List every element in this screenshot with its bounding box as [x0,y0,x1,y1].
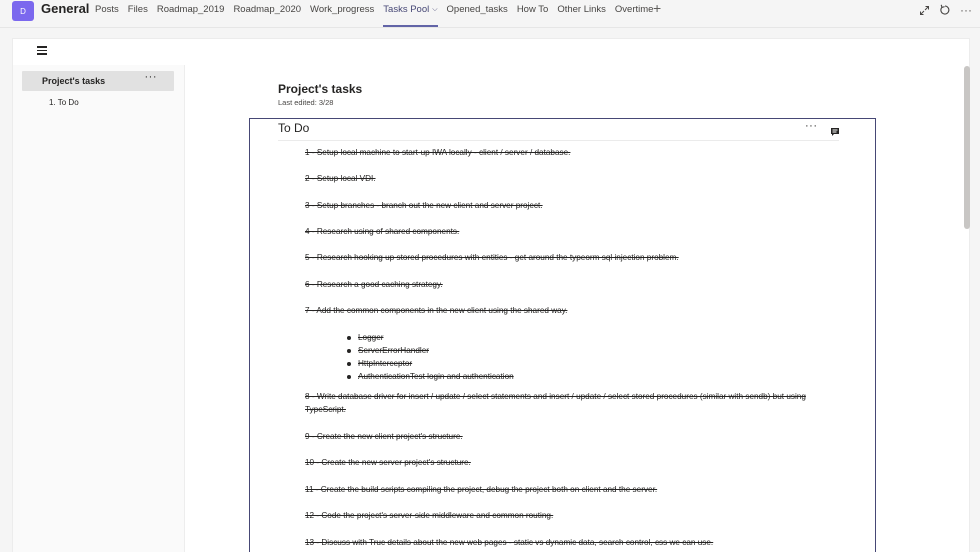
list-item: 8 - Write database driver for insert / update / select statements and insert / update / select stored procedures (similar with sendb) but using TypeScript. [305,392,806,414]
chevron-down-icon[interactable]: ⌵ [432,6,438,13]
tab-how-to[interactable]: How To [516,4,549,15]
list-item: 6 - Research a good caching strategy. [305,280,443,289]
tab-posts[interactable]: Posts [95,4,119,15]
team-avatar[interactable]: D [12,1,34,21]
sidebar [13,65,185,552]
tab-list [95,4,662,26]
tab-files[interactable]: Files [127,4,148,15]
page-title: Project's tasks [278,82,363,96]
tab-other-links[interactable]: Other Links [557,4,606,15]
sidebar-section-projects-tasks[interactable] [22,71,174,91]
tab-overtime[interactable]: Overtime [614,4,654,15]
tab-tasks-pool-label: Tasks Pool [383,4,430,15]
list-item: 4 - Research using of shared components. [305,227,460,236]
list-item: 2 - Setup local VDI. [305,174,376,183]
tab-tasks-pool[interactable] [383,4,437,26]
list-item: 5 - Research hooking up stored procedures with entities - get around the typeorm sql injection problem. [305,253,679,262]
plus-icon[interactable]: + [653,0,662,16]
hamburger-icon[interactable] [37,46,47,56]
tab-opened-tasks[interactable]: Opened_tasks [446,4,508,15]
list-item: 1 - Setup local machine to start-up IWA locally - client / server / database. [305,148,571,157]
expand-icon[interactable] [919,3,930,21]
list-item: 12 - Code the project's server-side middleware and common routing. [305,511,554,520]
more-icon[interactable]: ··· [960,3,972,17]
list-item: 10 - Create the new server project's structure. [305,458,471,467]
card-title: To Do [278,121,310,135]
tab-roadmap-2020[interactable]: Roadmap_2020 [233,4,302,15]
more-icon[interactable]: ··· [805,120,818,132]
list-item: 7 - Add the common components in the new client using the shared way. [305,306,568,315]
top-bar [0,0,980,28]
more-icon[interactable]: ··· [144,71,157,83]
channel-name: General [41,1,90,16]
sub-list-item: AuthenticationTest login and authentication [358,372,514,381]
sub-list-item: ServerErrorHandler [358,346,429,355]
tab-roadmap-2019[interactable]: Roadmap_2019 [156,4,225,15]
list-item: 11 - Create the build scripts compiling the project, debug the project both on client and the server. [305,485,658,494]
scrollbar[interactable] [964,66,970,229]
sub-list-item: Logger [358,333,384,342]
list-item: 9 - Create the new client project's structure. [305,432,463,441]
reload-icon[interactable] [939,3,951,21]
list-item: 3 - Setup branches - branch out the new client and server project. [305,201,543,210]
sidebar-page-to-do[interactable]: 1. To Do [49,98,79,107]
list-item: 13 - Discuss with Truc details about the new web pages - static vs dynamic data, search control, css we can use. [305,538,714,547]
sub-list-item: HttpInterceptor [358,359,413,368]
todo-card[interactable] [249,118,876,552]
card-divider [278,140,839,141]
tab-work-progress[interactable]: Work_progress [310,4,375,15]
sidebar-section-label: Project's tasks [42,76,106,86]
last-edited: Last edited: 3/28 [278,98,334,107]
